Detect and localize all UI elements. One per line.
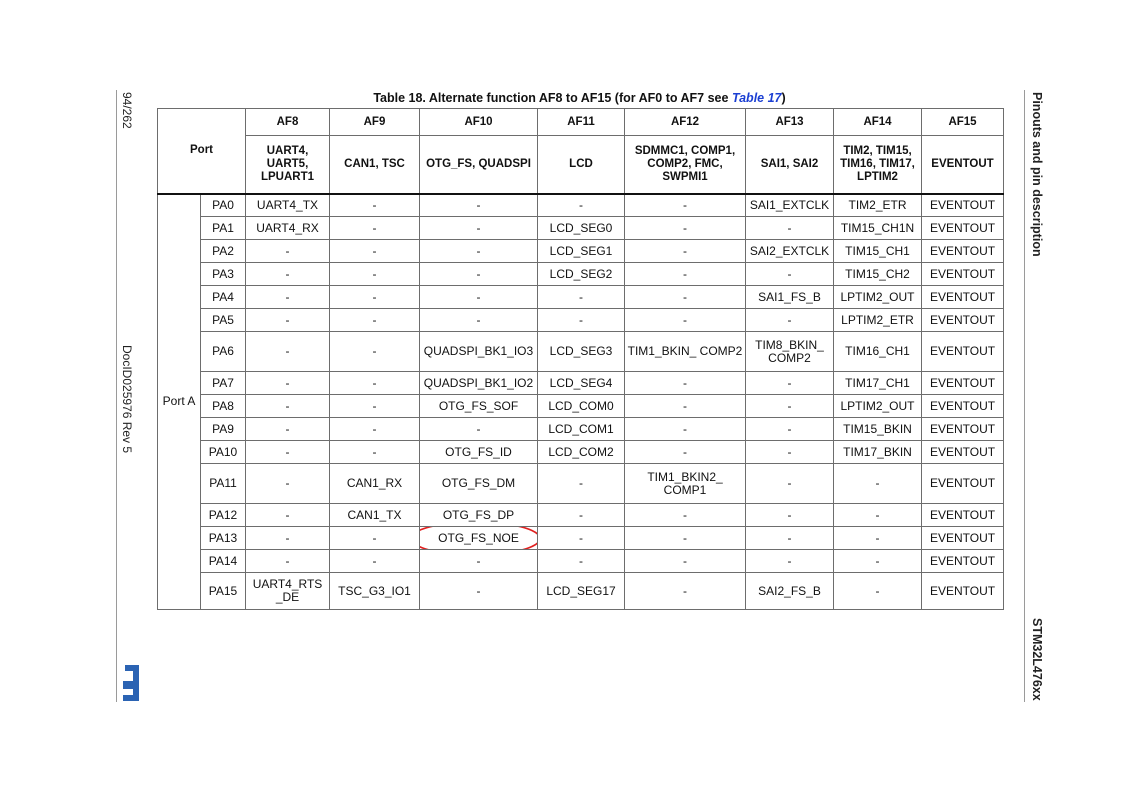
af8-cell: - — [246, 309, 330, 332]
af9-group: CAN1, TSC — [330, 136, 420, 194]
af14-cell: TIM15_CH1 — [834, 240, 922, 263]
af10-cell: - — [420, 573, 538, 610]
pin-name: PA13 — [201, 527, 246, 550]
table-row — [158, 395, 1004, 418]
af10-cell: - — [420, 194, 538, 217]
pin-name: PA11 — [201, 464, 246, 504]
af9-cell: - — [330, 418, 420, 441]
port-group-label: Port A — [158, 194, 201, 610]
af12-cell: - — [625, 550, 746, 573]
af12-cell: - — [625, 573, 746, 610]
table-row — [158, 372, 1004, 395]
af8-cell: - — [246, 527, 330, 550]
af8-cell: - — [246, 240, 330, 263]
table-row — [158, 527, 1004, 550]
af13-cell: - — [746, 464, 834, 504]
af11-cell: LCD_SEG17 — [538, 573, 625, 610]
af14-cell: - — [834, 550, 922, 573]
af15-cell: EVENTOUT — [922, 504, 1004, 527]
af8-cell: - — [246, 395, 330, 418]
af9-cell: CAN1_TX — [330, 504, 420, 527]
af14-cell: TIM15_BKIN — [834, 418, 922, 441]
af12-cell: TIM1_BKIN2_ COMP1 — [625, 464, 746, 504]
af10-header: AF10 — [420, 109, 538, 136]
af14-cell: TIM2_ETR — [834, 194, 922, 217]
af12-group: SDMMC1, COMP1, COMP2, FMC, SWPMI1 — [625, 136, 746, 194]
pin-name: PA9 — [201, 418, 246, 441]
af8-cell: - — [246, 464, 330, 504]
af15-cell: EVENTOUT — [922, 441, 1004, 464]
af9-cell: - — [330, 286, 420, 309]
pin-name: PA1 — [201, 217, 246, 240]
af8-header: AF8 — [246, 109, 330, 136]
pin-name: PA7 — [201, 372, 246, 395]
af14-cell: TIM16_CH1 — [834, 332, 922, 372]
af13-cell: - — [746, 504, 834, 527]
af13-cell: - — [746, 550, 834, 573]
af10-cell: OTG_FS_SOF — [420, 395, 538, 418]
af14-header: AF14 — [834, 109, 922, 136]
af8-cell: - — [246, 332, 330, 372]
af14-cell: - — [834, 504, 922, 527]
table-row — [158, 332, 1004, 372]
af8-cell: - — [246, 550, 330, 573]
af9-cell: - — [330, 240, 420, 263]
af13-cell: SAI1_FS_B — [746, 286, 834, 309]
st-logo-icon — [119, 663, 141, 703]
af11-cell: LCD_SEG1 — [538, 240, 625, 263]
table-row — [158, 504, 1004, 527]
table-row — [158, 194, 1004, 217]
af14-cell: TIM17_BKIN — [834, 441, 922, 464]
caption-text: Table 18. Alternate function AF8 to AF15 (for AF0 to AF7 see — [373, 91, 732, 105]
af14-group: TIM2, TIM15, TIM16, TIM17, LPTIM2 — [834, 136, 922, 194]
af12-cell: TIM1_BKIN_ COMP2 — [625, 332, 746, 372]
af9-cell: - — [330, 550, 420, 573]
right-margin-rule — [1024, 90, 1025, 702]
af15-cell: EVENTOUT — [922, 194, 1004, 217]
af11-cell: - — [538, 550, 625, 573]
af10-cell: QUADSPI_BK1_IO3 — [420, 332, 538, 372]
table-row — [158, 550, 1004, 573]
af9-cell: - — [330, 441, 420, 464]
af13-group: SAI1, SAI2 — [746, 136, 834, 194]
table-caption — [157, 90, 1002, 106]
af14-cell: - — [834, 527, 922, 550]
af12-cell: - — [625, 418, 746, 441]
pin-name: PA10 — [201, 441, 246, 464]
af11-cell: LCD_COM1 — [538, 418, 625, 441]
pin-name: PA3 — [201, 263, 246, 286]
table-row — [158, 418, 1004, 441]
af8-group: UART4, UART5, LPUART1 — [246, 136, 330, 194]
af15-cell: EVENTOUT — [922, 550, 1004, 573]
af13-header: AF13 — [746, 109, 834, 136]
af13-cell: - — [746, 263, 834, 286]
af12-cell: - — [625, 441, 746, 464]
af8-cell: UART4_RX — [246, 217, 330, 240]
af12-cell: - — [625, 309, 746, 332]
af12-cell: - — [625, 504, 746, 527]
af8-cell: - — [246, 418, 330, 441]
af11-cell: - — [538, 504, 625, 527]
af11-cell: - — [538, 527, 625, 550]
af8-cell: - — [246, 286, 330, 309]
af15-cell: EVENTOUT — [922, 309, 1004, 332]
af12-cell: - — [625, 263, 746, 286]
section-title: Pinouts and pin description — [1030, 92, 1044, 257]
af12-cell: - — [625, 194, 746, 217]
af8-cell: - — [246, 504, 330, 527]
pin-name: PA8 — [201, 395, 246, 418]
af9-cell: - — [330, 309, 420, 332]
af11-cell: LCD_COM2 — [538, 441, 625, 464]
af10-cell: OTG_FS_ID — [420, 441, 538, 464]
af10-cell: - — [420, 309, 538, 332]
page-number: 94/262 — [120, 92, 134, 129]
af15-cell: EVENTOUT — [922, 263, 1004, 286]
pin-name: PA5 — [201, 309, 246, 332]
table-row — [158, 286, 1004, 309]
table-row — [158, 441, 1004, 464]
af9-cell: CAN1_RX — [330, 464, 420, 504]
af8-cell: UART4_TX — [246, 194, 330, 217]
af9-cell: TSC_G3_IO1 — [330, 573, 420, 610]
af10-cell: - — [420, 240, 538, 263]
table-body — [158, 194, 1004, 610]
af15-cell: EVENTOUT — [922, 286, 1004, 309]
af8-cell: - — [246, 372, 330, 395]
alternate-function-table — [157, 108, 1004, 610]
af9-cell: - — [330, 527, 420, 550]
af11-cell: LCD_SEG3 — [538, 332, 625, 372]
af13-cell: - — [746, 217, 834, 240]
af13-cell: SAI2_EXTCLK — [746, 240, 834, 263]
pin-name: PA14 — [201, 550, 246, 573]
af11-cell: LCD_SEG2 — [538, 263, 625, 286]
af15-cell: EVENTOUT — [922, 573, 1004, 610]
af15-cell: EVENTOUT — [922, 464, 1004, 504]
af14-cell: LPTIM2_OUT — [834, 395, 922, 418]
af11-header: AF11 — [538, 109, 625, 136]
af13-cell: - — [746, 441, 834, 464]
af8-cell: - — [246, 441, 330, 464]
af11-cell: LCD_COM0 — [538, 395, 625, 418]
af15-cell: EVENTOUT — [922, 240, 1004, 263]
af15-cell: EVENTOUT — [922, 418, 1004, 441]
af10-cell: - — [420, 217, 538, 240]
af12-cell: - — [625, 372, 746, 395]
af12-cell: - — [625, 217, 746, 240]
af8-cell: UART4_RTS _DE — [246, 573, 330, 610]
af10-cell: - — [420, 286, 538, 309]
af11-cell: - — [538, 194, 625, 217]
af10-cell: OTG_FS_DM — [420, 464, 538, 504]
af14-cell: - — [834, 464, 922, 504]
table-row — [158, 573, 1004, 610]
af14-cell: - — [834, 573, 922, 610]
left-margin-rule — [116, 90, 117, 702]
af14-cell: LPTIM2_OUT — [834, 286, 922, 309]
af10-cell: QUADSPI_BK1_IO2 — [420, 372, 538, 395]
af11-cell: - — [538, 464, 625, 504]
pin-name: PA2 — [201, 240, 246, 263]
af15-cell: EVENTOUT — [922, 332, 1004, 372]
af10-cell: - — [420, 418, 538, 441]
af12-cell: - — [625, 286, 746, 309]
af12-cell: - — [625, 395, 746, 418]
pin-name: PA12 — [201, 504, 246, 527]
af12-cell: - — [625, 527, 746, 550]
af13-cell: - — [746, 418, 834, 441]
af9-cell: - — [330, 263, 420, 286]
af15-header: AF15 — [922, 109, 1004, 136]
af11-cell: - — [538, 309, 625, 332]
af12-cell: - — [625, 240, 746, 263]
highlighted-function: OTG_FS_NOE — [438, 530, 519, 545]
af13-cell: - — [746, 527, 834, 550]
af13-cell: SAI1_EXTCLK — [746, 194, 834, 217]
af12-header: AF12 — [625, 109, 746, 136]
table-row — [158, 240, 1004, 263]
af10-cell — [420, 527, 538, 550]
af15-cell: EVENTOUT — [922, 217, 1004, 240]
af13-cell: - — [746, 309, 834, 332]
af11-cell: - — [538, 286, 625, 309]
af9-cell: - — [330, 372, 420, 395]
af9-cell: - — [330, 332, 420, 372]
af15-cell: EVENTOUT — [922, 372, 1004, 395]
pin-name: PA0 — [201, 194, 246, 217]
af14-cell: LPTIM2_ETR — [834, 309, 922, 332]
af15-cell: EVENTOUT — [922, 527, 1004, 550]
table-row — [158, 464, 1004, 504]
af8-cell: - — [246, 263, 330, 286]
af10-cell: OTG_FS_DP — [420, 504, 538, 527]
pin-name: PA4 — [201, 286, 246, 309]
table-row — [158, 309, 1004, 332]
caption-close: ) — [781, 91, 786, 105]
af10-cell: - — [420, 263, 538, 286]
af13-cell: SAI2_FS_B — [746, 573, 834, 610]
af10-group: OTG_FS, QUADSPI — [420, 136, 538, 194]
port-header: Port — [158, 109, 246, 194]
af13-cell: - — [746, 372, 834, 395]
af15-cell: EVENTOUT — [922, 395, 1004, 418]
product-name: STM32L476xx — [1030, 618, 1044, 701]
pin-name: PA15 — [201, 573, 246, 610]
af13-cell: TIM8_BKIN_ COMP2 — [746, 332, 834, 372]
table-row — [158, 263, 1004, 286]
af13-cell: - — [746, 395, 834, 418]
af11-cell: LCD_SEG0 — [538, 217, 625, 240]
af9-cell: - — [330, 194, 420, 217]
af9-header: AF9 — [330, 109, 420, 136]
doc-id: DocID025976 Rev 5 — [120, 345, 134, 454]
af14-cell: TIM17_CH1 — [834, 372, 922, 395]
af14-cell: TIM15_CH1N — [834, 217, 922, 240]
af11-cell: LCD_SEG4 — [538, 372, 625, 395]
pin-name: PA6 — [201, 332, 246, 372]
table-row — [158, 217, 1004, 240]
table-17-link[interactable]: Table 17 — [731, 91, 782, 105]
af10-cell: - — [420, 550, 538, 573]
af11-group: LCD — [538, 136, 625, 194]
af9-cell: - — [330, 217, 420, 240]
af14-cell: TIM15_CH2 — [834, 263, 922, 286]
af9-cell: - — [330, 395, 420, 418]
af15-group: EVENTOUT — [922, 136, 1004, 194]
